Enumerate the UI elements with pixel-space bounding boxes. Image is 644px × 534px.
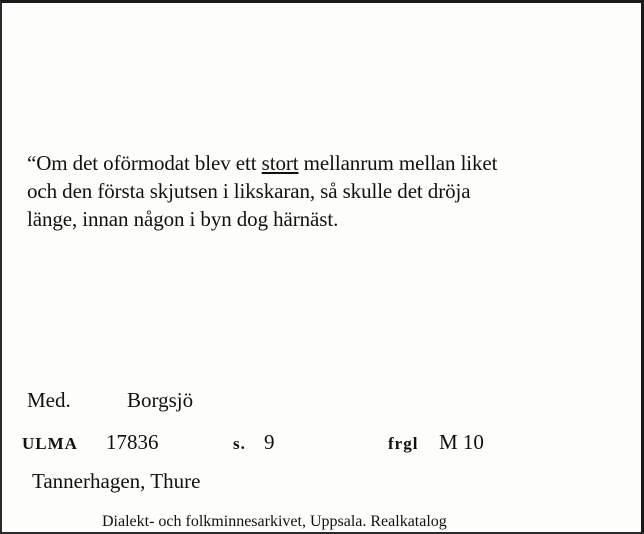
informant-name: Tannerhagen, Thure [32,469,201,493]
page-number: 9 [264,430,275,454]
quote-line-3: länge, innan någon i byn dog härnäst. [27,207,339,231]
quote-line-1-end: mellanrum mellan liket [298,151,498,175]
underlined-word: stort [261,151,299,175]
frgl-value: M 10 [439,430,484,454]
quote-line-2: och den första skjutsen i likskaran, så skulle det dröja [27,179,471,203]
ulma-label: ULMA [22,434,78,453]
archive-footer: Dialekt- och folkminnesarkivet, Uppsala. Realkatalog [102,513,447,530]
med-label: Med. [27,388,71,412]
quote-text [27,149,617,233]
place-name: Borgsjö [127,388,194,412]
ulma-number: 17836 [106,430,159,454]
quote-line-1 [27,149,617,177]
quote-line-1-start: “Om det oförmodat blev ett [27,151,262,175]
frgl-label: frgl [388,434,419,453]
page-label: s. [233,434,246,453]
